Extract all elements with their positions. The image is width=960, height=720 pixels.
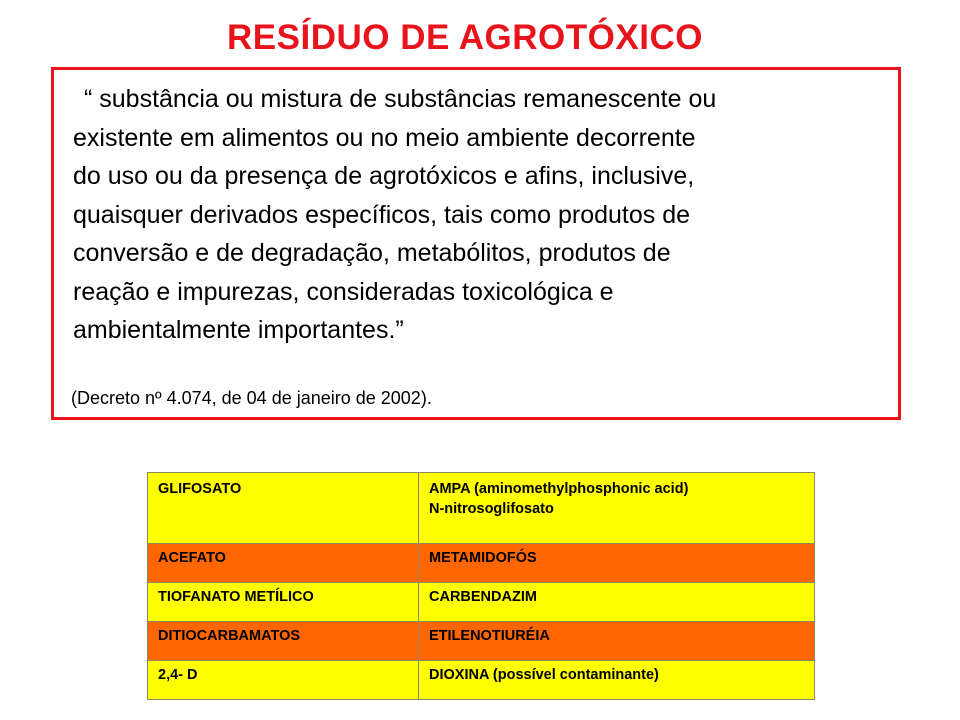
table-row <box>148 544 815 583</box>
definition-line: reação e impurezas, consideradas toxicológica e <box>73 277 614 306</box>
residue-cell <box>419 473 815 544</box>
pesticide-cell: DITIOCARBAMATOS <box>148 622 419 661</box>
page-title: RESÍDUO DE AGROTÓXICO <box>227 18 703 57</box>
definition-line: ambientalmente importantes.” <box>73 316 404 344</box>
table-row <box>148 622 815 661</box>
residue-cell: CARBENDAZIM <box>419 583 815 622</box>
citation: (Decreto nº 4.074, de 04 de janeiro de 2002). <box>71 388 432 408</box>
table-row <box>148 583 815 622</box>
residue-table <box>147 472 815 700</box>
table-row <box>148 661 815 700</box>
residue-text: N-nitrosoglifosato <box>429 501 554 517</box>
definition-line: conversão e de degradação, metabólitos, produtos de <box>73 239 671 267</box>
pesticide-cell: TIOFANATO METÍLICO <box>148 583 419 622</box>
definition-box <box>51 67 901 420</box>
residue-cell: ETILENOTIURÉIA <box>419 622 815 661</box>
definition-line: “ substância ou mistura de substâncias remanescente ou <box>84 85 717 113</box>
definition-text <box>73 80 893 350</box>
table-row <box>148 473 815 544</box>
pesticide-cell: GLIFOSATO <box>148 473 419 544</box>
residue-text: AMPA (aminomethylphosphonic acid) <box>429 481 689 497</box>
pesticide-cell: 2,4- D <box>148 661 419 700</box>
residue-cell: METAMIDOFÓS <box>419 544 815 583</box>
residue-cell: DIOXINA (possível contaminante) <box>419 661 815 700</box>
pesticide-cell: ACEFATO <box>148 544 419 583</box>
definition-line: quaisquer derivados específicos, tais como produtos de <box>73 200 691 229</box>
definition-line: do uso ou da presença de agrotóxicos e afins, inclusive, <box>73 162 695 190</box>
definition-line: existente em alimentos ou no meio ambiente decorrente <box>73 123 696 152</box>
